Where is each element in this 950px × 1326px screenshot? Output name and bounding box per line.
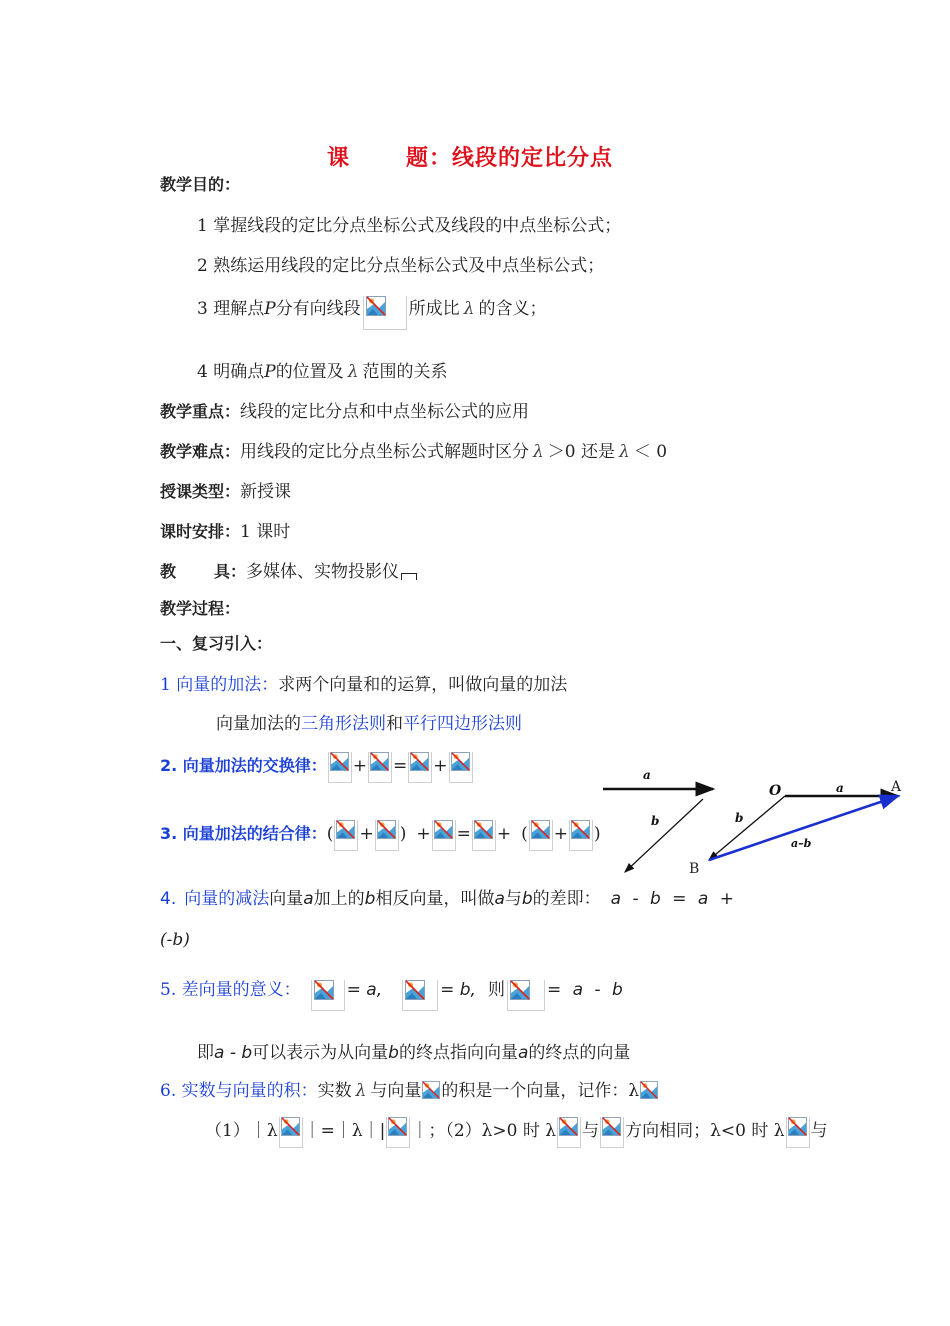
vector-ob-arrow [709,796,785,860]
point-p: P [264,362,276,382]
label-a2: a [836,781,844,795]
lesson-time [160,517,290,542]
text: 向量 [269,889,304,909]
parallelogram-rule-link[interactable]: 平行四边形法则 [403,714,522,734]
text: ( [521,824,528,844]
text: 所成比 [408,299,460,319]
objective-3 [197,294,546,330]
vector-image-icon [375,820,399,851]
b: b [521,889,533,909]
lambda: λ [355,1081,367,1101]
text: 多媒体、实物投影仪 [246,562,400,582]
vector-image-icon [402,980,438,1011]
vector-image-icon [569,820,593,851]
label-a: a [643,768,651,782]
vector-image-icon [311,980,345,1011]
text: = a - b [546,980,623,1000]
text: + [496,824,512,844]
text: 与 [504,889,522,909]
label: 授课类型： [160,482,241,501]
text: a - b [214,1043,253,1063]
point-6b [205,1116,828,1148]
a: a [303,889,314,909]
process-heading: 教学过程： [160,599,241,618]
text: 求两个向量和的运算，叫做向量的加法 [278,675,568,695]
broken-image-icon [363,296,407,330]
vector-image-icon [386,1117,410,1148]
objective-4 [197,357,447,382]
text: 范围的关系 [362,362,448,382]
vector-image-icon [334,820,358,851]
label: 向量的减法 [184,889,270,909]
label: 6. 实数与向量的积： [160,1081,318,1101]
text: ( [326,824,334,844]
text: 即 [197,1043,214,1063]
text: 线段的定比分点和中点坐标公式的应用 [240,402,530,422]
objectives-heading: 教学目的： [160,175,241,194]
text: ＜ 0 [633,442,668,462]
lambda: λ [463,299,475,319]
label: 课时安排： [160,522,241,541]
text: 方向相同；λ<0 时 λ [625,1121,785,1141]
vector-image-icon [368,752,392,783]
triangle-rule-link[interactable]: 三角形法则 [301,714,386,734]
text: ｜；（2）λ>0 时 λ [411,1121,557,1141]
point-p: P [264,299,276,319]
text: λ [628,1081,640,1101]
text: ｜=｜λ｜| [303,1121,386,1141]
lesson-type [160,477,291,502]
text: 的含义； [478,299,547,319]
vector-figure [595,765,915,880]
text: + [553,824,568,844]
text: 的终点的向量 [528,1043,631,1063]
label-b: b [651,814,660,828]
point-1 [160,670,567,695]
text: 的终点指向向量 [398,1043,518,1063]
text: 的差即： [532,889,601,909]
text: 与 [810,1121,828,1141]
formula: a - b = a + [610,889,734,909]
lambda: λ [533,442,544,462]
text: + [352,756,368,776]
text: + [433,756,448,776]
a: a [494,889,505,909]
text: 实数 [317,1081,352,1101]
vector-image-icon [449,752,473,783]
vector-image-icon [786,1117,810,1148]
text: + [359,824,374,844]
title-left: 课 [327,145,351,171]
point-4 [160,884,734,909]
vector-image-icon [600,1117,624,1148]
text: + [416,824,431,844]
lambda: λ [347,362,359,382]
point-4-tail: (-b) [160,930,190,950]
text: 的位置及 [275,362,344,382]
vector-image-icon [432,820,456,851]
text: 3 理解点 [197,299,265,319]
label-A: A [891,779,902,795]
text: 1 课时 [240,522,291,542]
text: = b, [440,980,476,1000]
text: 加上的 [313,889,365,909]
vector-image-icon [472,820,496,851]
text: ) [593,824,601,844]
vector-image-icon [408,752,432,783]
vector-image-icon [507,980,545,1011]
text: = [393,756,408,776]
text: 用线段的定比分点坐标公式解题时区分 [240,442,530,462]
point-3 [160,820,601,851]
label: 3. 向量加法的结合律： [160,824,327,843]
text: ＞0 还是 [547,442,616,462]
text: b [388,1043,399,1063]
text: 新授课 [240,482,292,502]
section-heading: 一、复习引入： [160,634,273,653]
text: 向量加法的 [216,714,301,734]
text: 则 [487,980,505,1000]
text: 和 [386,714,403,734]
text: 与 [582,1121,600,1141]
text: 相反向量，叫做 [375,889,495,909]
vector-image-icon [529,820,553,851]
vector-image-icon [279,1117,303,1148]
text: 与向量 [370,1081,422,1101]
label-o: O [769,783,782,799]
text: a [517,1043,529,1063]
label-b2: b [735,811,744,825]
difficulty [160,437,667,462]
label: 教 [160,562,177,581]
text: ) [399,824,407,844]
text: 分有向线段 [275,299,361,319]
label-B: B [689,861,700,877]
label: 教学重点： [160,402,241,421]
point-5b [197,1038,630,1063]
vector-image-icon [557,1117,581,1148]
bracket-mark [401,573,417,580]
num: 4. [160,889,177,909]
label: 具： [214,562,247,581]
text: = a, [346,980,383,1000]
text: 可以表示为从向量 [252,1043,389,1063]
vector-a-minus-b-arrow [709,796,898,860]
label: 5. 差向量的意义： [160,980,301,1000]
point-6 [160,1076,659,1101]
point-2 [160,752,474,783]
b: b [364,889,376,909]
objective-1: 1 掌握线段的定比分点坐标公式及线段的中点坐标公式； [197,216,622,236]
teaching-tools [160,557,417,582]
label-a-minus-b: a–b [791,837,812,850]
point-1b [216,709,522,734]
vector-image-icon [422,1081,440,1099]
label: 2. 向量加法的交换律： [160,756,327,775]
text: 4 明确点 [197,362,265,382]
vector-image-icon [640,1081,658,1099]
text: （1）｜λ [205,1121,278,1141]
text: 的积是一个向量，记作： [441,1081,629,1101]
point-5 [160,975,623,1011]
title-right: 题：线段的定比分点 [406,145,614,171]
text: = [456,824,471,844]
lambda: λ [619,442,630,462]
label: 1 向量的加法： [160,675,279,695]
label: 教学难点： [160,442,241,461]
key-point [160,397,529,422]
page-title [327,141,613,172]
vector-image-icon [328,752,352,783]
objective-2: 2 熟练运用线段的定比分点坐标公式及中点坐标公式； [197,256,605,276]
